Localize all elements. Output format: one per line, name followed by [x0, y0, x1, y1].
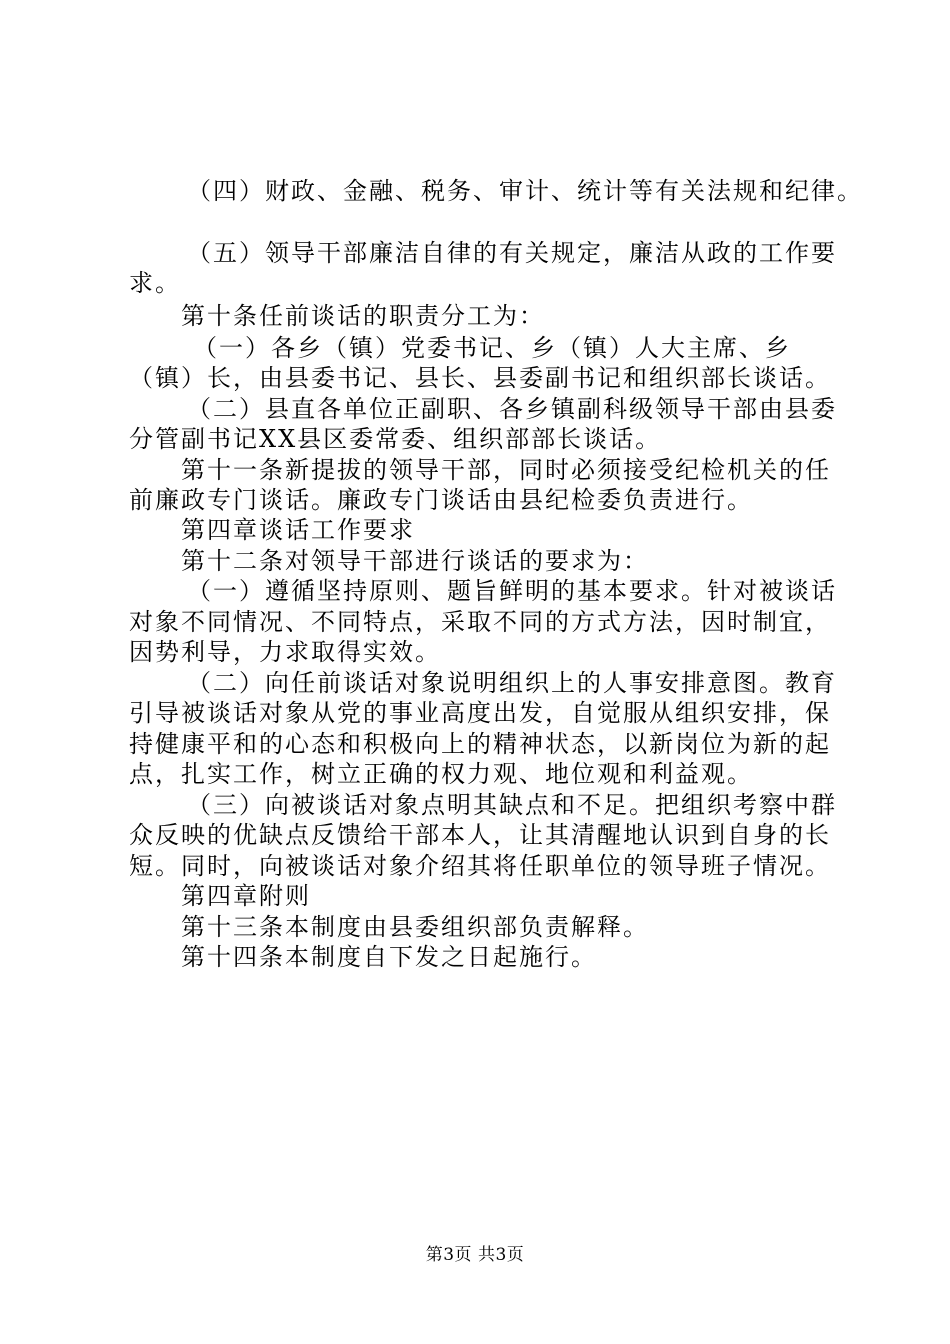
paragraph-line: 持健康平和的心态和积极向上的精神状态，以新岗位为新的起	[129, 730, 831, 758]
paragraph-line: 对象不同情况、不同特点，采取不同的方式方法，因时制宜，	[129, 608, 831, 636]
paragraph-line: （五）领导干部廉洁自律的有关规定，廉洁从政的工作要	[187, 239, 837, 267]
paragraph-line: （镇）长，由县委书记、县长、县委副书记和组织部长谈话。	[129, 364, 831, 392]
paragraph-line: 点，扎实工作，树立正确的权力观、地位观和利益观。	[129, 760, 753, 788]
paragraph-line: 第十三条本制度由县委组织部负责解释。	[181, 913, 649, 941]
paragraph-line: 引导被谈话对象从党的事业高度出发，自觉服从组织安排，保	[129, 699, 831, 727]
paragraph-line: （二）向任前谈话对象说明组织上的人事安排意图。教育	[187, 669, 837, 697]
paragraph-line: 求。	[129, 269, 181, 297]
paragraph-line: 前廉政专门谈话。廉政专门谈话由县纪检委负责进行。	[129, 486, 753, 514]
paragraph-line: 短。同时，向被谈话对象介绍其将任职单位的领导班子情况。	[129, 852, 831, 880]
paragraph-line: 因势利导，力求取得实效。	[129, 638, 441, 666]
paragraph-line: 分管副书记XX县区委常委、组织部部长谈话。	[129, 425, 662, 453]
paragraph-line: （三）向被谈话对象点明其缺点和不足。把组织考察中群	[187, 791, 837, 819]
article-heading: 第十二条对领导干部进行谈话的要求为：	[181, 547, 649, 575]
chapter-heading: 第四章附则	[181, 882, 311, 910]
paragraph-line: 第十四条本制度自下发之日起施行。	[181, 943, 597, 971]
article-heading: 第十条任前谈话的职责分工为：	[181, 302, 545, 330]
chapter-heading: 第四章谈话工作要求	[181, 516, 415, 544]
paragraph-line: （四）财政、金融、税务、审计、统计等有关法规和纪律。	[187, 177, 863, 205]
paragraph-line: 第十一条新提拔的领导干部，同时必须接受纪检机关的任	[181, 456, 831, 484]
paragraph-line: 众反映的优缺点反馈给干部本人，让其清醒地认识到自身的长	[129, 821, 831, 849]
paragraph-line: （二）县直各单位正副职、各乡镇副科级领导干部由县委	[187, 395, 837, 423]
paragraph-line: （一）各乡（镇）党委书记、乡（镇）人大主席、乡	[193, 334, 791, 362]
paragraph-line: （一）遵循坚持原则、题旨鲜明的基本要求。针对被谈话	[187, 577, 837, 605]
page-number-footer: 第3页 共3页	[425, 1245, 525, 1265]
